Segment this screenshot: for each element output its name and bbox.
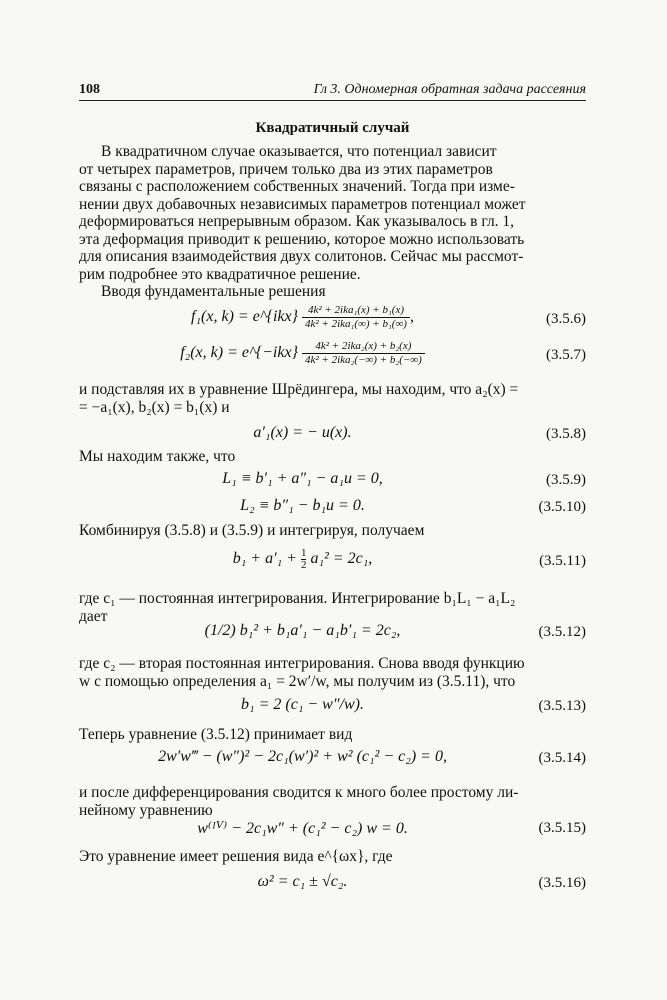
equation-3-5-8 <box>79 422 586 448</box>
equation-body: w⁽ᴵⱽ⁾ − 2c₁w″ + (c₁² − c₂) w = 0. <box>197 820 408 837</box>
text-line: w с помощью определения a₁ = 2w′/w, мы получим из (3.5.11), что <box>79 672 516 690</box>
text-line: связаны с расположением собственных значений. Тогда при изме- <box>79 178 515 195</box>
text-line: где c₂ — вторая постоянная интегрирования. Снова вводя функцию <box>79 655 525 672</box>
equation-body: b₁ = 2 (c₁ − w″/w). <box>241 696 364 713</box>
equation-body: 2w′w‴ − (w″)² − 2c₁(w′)² + w² (c₁² − c₂) = 0, <box>158 748 447 765</box>
equation-3-5-10 <box>79 495 586 521</box>
equation-lhs: b₁ + a′₁ + <box>232 550 297 568</box>
fraction-numerator: 4k² + 2ika₂(x) + b₂(x) <box>302 340 425 354</box>
equation-number: (3.5.16) <box>538 875 586 891</box>
text-line: для описания взаимодействия двух солитонов. Сейчас мы рассмот- <box>79 248 524 265</box>
equation-body: ω² = c₁ ± √c₂. <box>257 873 348 890</box>
header-rule <box>79 100 586 101</box>
section-title: Квадратичный случай <box>255 120 410 136</box>
paragraph-second-constant <box>79 655 586 690</box>
equation-3-5-14 <box>79 746 586 772</box>
equation-number: (3.5.12) <box>538 624 586 640</box>
equation-3-5-7 <box>79 338 586 372</box>
paragraph-substitution <box>79 381 586 416</box>
text-line: В квадратичном случае оказывается, что потенциал зависит <box>101 143 497 160</box>
text-line: и после дифференцирования сводится к много более простому ли- <box>79 784 519 801</box>
equation-3-5-16 <box>79 871 586 897</box>
page-number: 108 <box>79 82 100 97</box>
paragraph-intro <box>79 143 586 283</box>
page-header <box>79 80 586 100</box>
equation-number: (3.5.11) <box>539 553 586 569</box>
equation-number: (3.5.9) <box>546 472 586 488</box>
equation-3-5-6 <box>79 302 586 336</box>
text-line: эта деформация приводит к решению, которое можно использовать <box>79 230 525 248</box>
paragraph-fundamental: Вводя фундаментальные решения <box>101 283 326 300</box>
equation-3-5-15 <box>79 816 586 842</box>
one-half-fraction <box>301 548 307 571</box>
text-line: нейному уравнению <box>79 801 213 819</box>
equation-number: (3.5.14) <box>538 750 586 766</box>
equation-number: (3.5.8) <box>546 426 586 442</box>
equation-fraction <box>302 340 425 367</box>
text-line: где c₁ — постоянная интегрирования. Интегрирование b₁L₁ − a₁L₂ <box>79 590 516 607</box>
text-line: рим подробнее это квадратичное решение. <box>79 265 361 283</box>
equation-number: (3.5.6) <box>546 311 586 327</box>
equation-lhs: f₁(x, k) = e^{ikx} <box>191 308 298 326</box>
equation-punct: , <box>409 308 414 326</box>
paragraph-solutions: Это уравнение имеет решения вида e^{ωx}, где <box>79 848 393 865</box>
equation-number: (3.5.10) <box>538 499 586 515</box>
fraction-denominator: 4k² + 2ika₁(∞) + b₁(∞) <box>305 318 407 330</box>
fraction-denominator: 4k² + 2ika₂(−∞) + b₂(−∞) <box>304 354 422 366</box>
paragraph-now-equation: Теперь уравнение (3.5.12) принимает вид <box>79 726 353 743</box>
equation-body: L₁ ≡ b′₁ + a″₁ − a₁u = 0, <box>222 470 383 487</box>
text-line: и подставляя их в уравнение Шрёдингера, мы находим, что a₂(x) = <box>79 381 519 398</box>
equation-3-5-12 <box>79 620 586 646</box>
equation-fraction <box>302 304 410 331</box>
equation-body: (1/2) b₁² + b₁a′₁ − a₁b′₁ = 2c₂, <box>204 622 401 639</box>
running-title: Гл 3. Одномерная обратная задача рассеяния <box>313 82 586 97</box>
paragraph-also: Мы находим также, что <box>79 448 236 465</box>
equation-body: L₂ ≡ b″₁ − b₁u = 0. <box>240 497 365 514</box>
equation-rhs: a₁² = 2c₁, <box>310 550 373 568</box>
paragraph-combining: Комбинируя (3.5.8) и (3.5.9) и интегрируя, получаем <box>79 522 425 539</box>
text-line: дает <box>79 607 108 625</box>
equation-number: (3.5.15) <box>538 820 586 836</box>
text-line: деформироваться непрерывным образом. Как указывалось в гл. 1, <box>79 213 515 230</box>
fraction-numerator: 1 <box>300 547 307 559</box>
fraction-denominator: 2 <box>300 559 307 571</box>
equation-3-5-11 <box>79 544 586 576</box>
equation-lhs: f₂(x, k) = e^{−ikx} <box>180 344 298 362</box>
equation-number: (3.5.13) <box>538 698 586 714</box>
equation-3-5-9 <box>79 468 586 494</box>
text-line: от четырех параметров, причем только два из этих параметров <box>79 160 493 178</box>
equation-number: (3.5.7) <box>546 347 586 363</box>
fraction-numerator: 4k² + 2ika₁(x) + b₁(x) <box>302 304 410 318</box>
text-line: = −a₁(x), b₂(x) = b₁(x) и <box>79 398 230 416</box>
equation-body: a′₁(x) = − u(x). <box>253 424 352 441</box>
text-line: нении двух добавочных независимых параметров потенциал может <box>79 195 526 213</box>
equation-3-5-13 <box>79 694 586 720</box>
paragraph-differentiation <box>79 784 586 819</box>
